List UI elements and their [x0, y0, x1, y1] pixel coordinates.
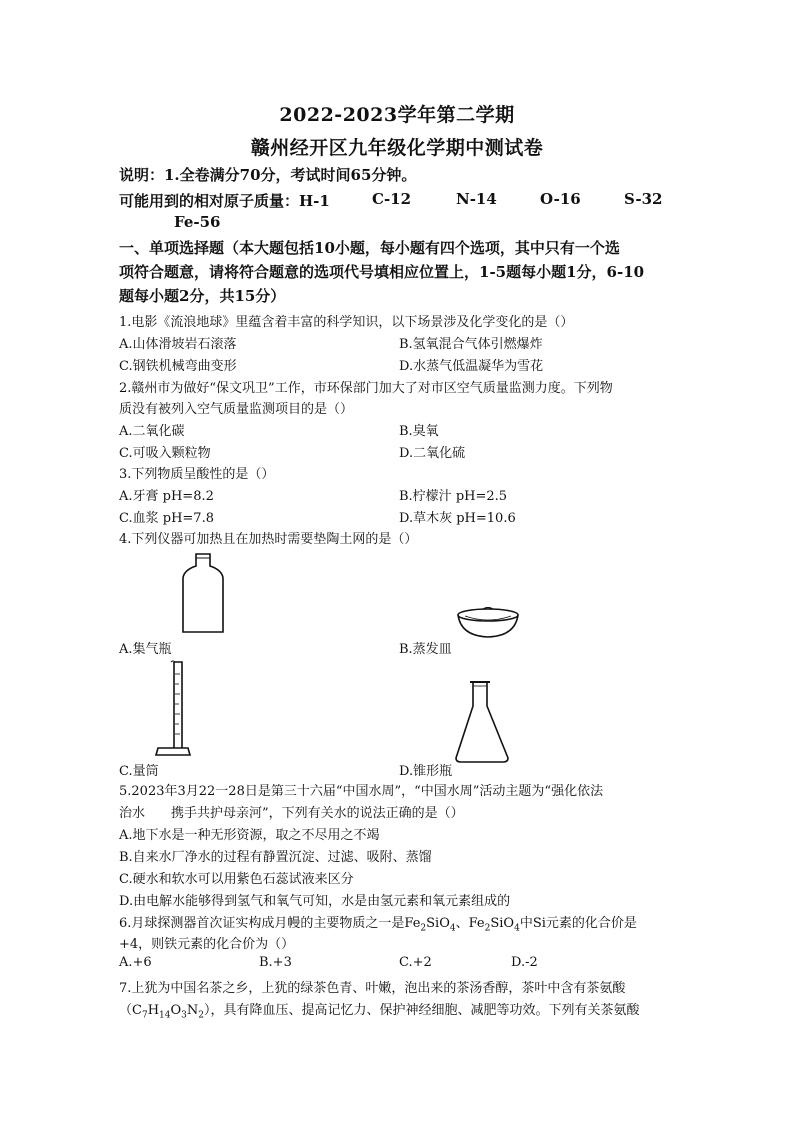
exam-term-title: 2022-2023学年第二学期: [279, 104, 515, 126]
q1-option-c: C.钢铁机械弯曲变形: [119, 359, 237, 374]
q2-stem-line2: 质没有被列入空气质量监测项目的是（）: [119, 402, 354, 417]
atomic-mass-n: N-14: [456, 190, 497, 208]
q4-option-a: A.集气瓶: [119, 642, 172, 657]
q4-option-d: D.锥形瓶: [399, 764, 453, 779]
atomic-mass-fe: Fe-56: [174, 213, 221, 231]
q5-option-b: B.自来水厂净水的过程有静置沉淀、过滤、吸附、蒸馏: [119, 850, 432, 865]
q3-stem: 3.下列物质呈酸性的是（）: [119, 467, 275, 482]
q6-stem-line2: +4，则铁元素的化合价为（）: [119, 937, 295, 952]
conical-flask-image: [452, 678, 512, 764]
section-heading-line3: 题每小题2分，共15分）: [119, 287, 286, 305]
atomic-mass-o: O-16: [540, 190, 581, 208]
q1-option-a: A.山体滑坡岩石滚落: [119, 337, 237, 352]
atomic-mass-label: 可能用到的相对原子质量：H-1: [119, 192, 330, 210]
q7-stem-line2: $(C_7H_{14}O_3N_2)$，具有降血压、提高记忆力、保护神经细胞、减肥等功效。下列有关茶氨酸: [119, 1003, 640, 1021]
q5-stem-line2: 治水 携手共护母亲河”，下列有关水的说法正确的是（）: [119, 806, 464, 821]
exam-title: 赣州经开区九年级化学期中测试卷: [250, 137, 544, 159]
q3-option-c: C.血浆 pH=7.8: [119, 511, 214, 526]
section-heading-line1: 一、单项选择题（本大题包括10小题，每小题有四个选项，其中只有一个选: [119, 239, 620, 257]
gas-collecting-bottle-image: [180, 552, 226, 634]
q6-option-b: B.+3: [259, 955, 292, 970]
q4-stem: 4.下列仪器可加热且在加热时需要垫陶土网的是（）: [119, 532, 418, 547]
q5-option-d: D.由电解水能够得到氢气和氧气可知，水是由氢元素和氧元素组成的: [119, 894, 511, 909]
section-heading-line2: 项符合题意，请将符合题意的选项代号填相应位置上，1-5题每小题1分，6-10: [119, 263, 645, 281]
q7-stem-line1: 7.上犹为中国名茶之乡，上犹的绿茶色青、叶嫩，泡出来的茶汤香醇，茶叶中含有茶氨酸: [119, 981, 626, 996]
q2-option-b: B.臭氧: [399, 424, 439, 439]
q2-option-a: A.二氧化碳: [119, 424, 185, 439]
q5-option-a: A.地下水是一种无形资源，取之不尽用之不竭: [119, 828, 380, 843]
exam-note: 说明：1.全卷满分70分，考试时间65分钟。: [119, 166, 417, 184]
q2-stem-line1: 2.赣州市为做好“保文巩卫”工作，市环保部门加大了对市区空气质量监测力度。下列物: [119, 381, 613, 396]
graduated-cylinder-image: [152, 660, 192, 760]
q5-stem-line1: 5.2023年3月22一28日是第三十六届“中国水周”，“中国水周”活动主题为“强化依法: [119, 784, 604, 799]
q3-option-a: A.牙膏 pH=8.2: [119, 489, 214, 504]
q2-option-d: D.二氧化硫: [399, 446, 466, 461]
q2-option-c: C.可吸入颗粒物: [119, 446, 211, 461]
q1-stem: 1.电影《流浪地球》里蕴含着丰富的科学知识，以下场景涉及化学变化的是（）: [119, 315, 574, 330]
q4-option-c: C.量筒: [119, 764, 159, 779]
q4-option-b: B.蒸发皿: [399, 642, 452, 657]
q6-option-a: A.+6: [119, 955, 152, 970]
atomic-mass-c: C-12: [372, 190, 412, 208]
q1-option-d: D.水蒸气低温凝华为雪花: [399, 359, 544, 374]
evaporating-dish-image: [455, 606, 521, 640]
q6-option-c: C.+2: [399, 955, 432, 970]
q5-option-c: C.硬水和软水可以用紫色石蕊试液来区分: [119, 872, 354, 887]
q3-option-d: D.草木灰 pH=10.6: [399, 511, 516, 526]
q1-option-b: B.氢氧混合气体引燃爆炸: [399, 337, 543, 352]
atomic-mass-s: S-32: [624, 190, 663, 208]
q6-stem-line1: 6.月球探测器首次证实构成月幔的主要物质之一是$Fe_2SiO_4$、$Fe_2SiO_4$中Si元素的化合价是: [119, 916, 637, 934]
q3-option-b: B.柠檬汁 pH=2.5: [399, 489, 508, 504]
q6-option-d: D.-2: [511, 955, 538, 970]
